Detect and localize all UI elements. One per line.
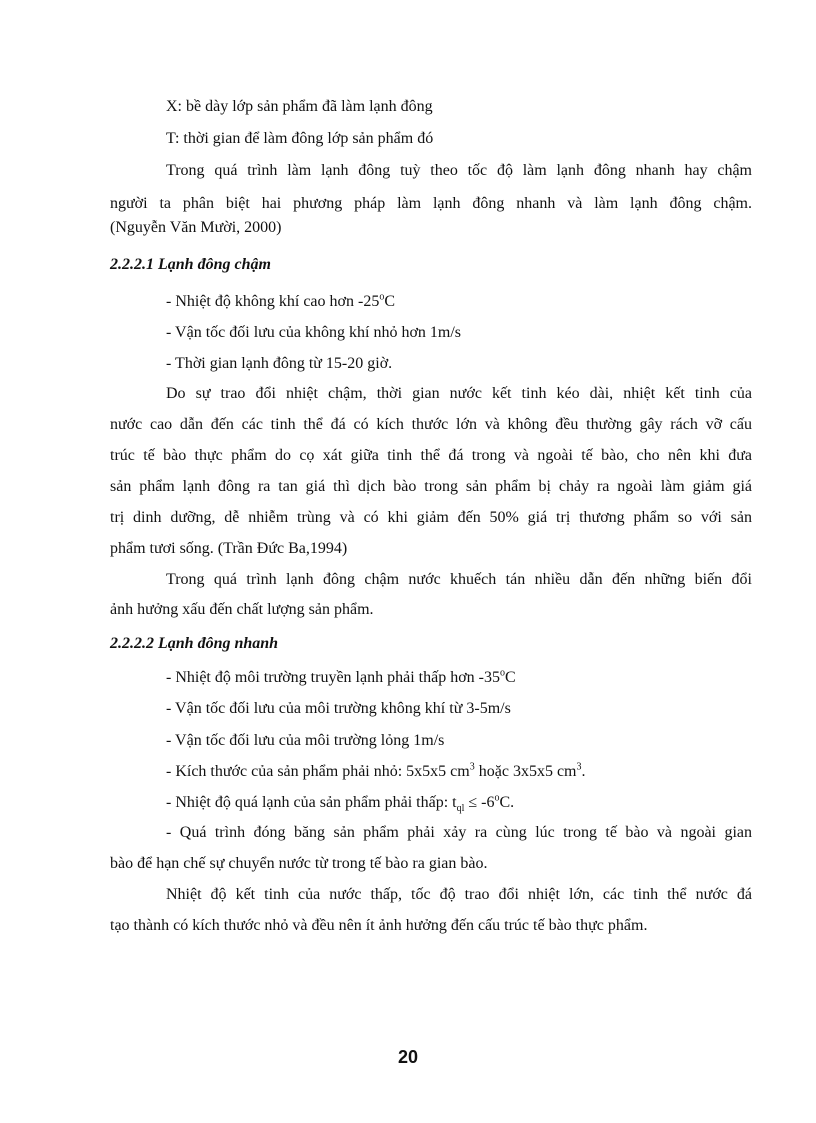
list-item: - Vận tốc đối lưu của môi trường lỏng 1m/s <box>166 732 445 749</box>
definition-x: X: bề dày lớp sản phẩm đã làm lạnh đông <box>166 98 433 115</box>
paragraph-line: Trong quá trình lạnh đông chậm nước khuếch tán nhiều dẫn đến những biến đổi <box>166 571 752 588</box>
paragraph-line: sản phẩm lạnh đông ra tan giá thì dịch bào trong sản phẩm bị chảy ra ngoài làm giảm giá <box>110 478 752 495</box>
paragraph-line: ảnh hưởng xấu đến chất lượng sản phẩm. <box>110 601 374 618</box>
list-item: - Nhiệt độ quá lạnh của sản phẩm phải thấp: $t_{ql} \le -6^oC$. <box>166 792 515 815</box>
list-item: - Vận tốc đối lưu của không khí nhỏ hơn 1m/s <box>166 324 462 341</box>
paragraph-line: (Nguyễn Văn Mười, 2000) <box>110 219 282 236</box>
paragraph-line: Nhiệt độ kết tinh của nước thấp, tốc độ trao đổi nhiệt lớn, các tinh thể nước đá <box>166 886 752 903</box>
list-item: - Nhiệt độ không khí cao hơn -25$^o$C <box>166 291 395 310</box>
paragraph-line: trị dinh dưỡng, dễ nhiễm trùng và có khi giảm đến 50% giá trị thương phẩm so với sản <box>110 509 752 526</box>
section-heading-fast-freezing: 2.2.2.2 Lạnh đông nhanh <box>110 635 279 652</box>
list-item: - Nhiệt độ môi trường truyền lạnh phải thấp hơn -35$^o$C <box>166 667 516 686</box>
paragraph-line: phẩm tươi sống. (Trần Đức Ba,1994) <box>110 540 348 557</box>
list-item: bào để hạn chế sự chuyển nước từ trong tế bào ra gian bào. <box>110 855 488 872</box>
list-item: - Vận tốc đối lưu của môi trường không khí từ 3-5m/s <box>166 700 511 717</box>
paragraph-line: nước cao dẫn đến các tinh thể đá có kích thước lớn và không đều thường gây rách vỡ cấu <box>110 416 752 433</box>
section-heading-slow-freezing: 2.2.2.1 Lạnh đông chậm <box>110 256 271 273</box>
page-number: 20 <box>397 1047 419 1067</box>
paragraph-line: Trong quá trình làm lạnh đông tuỳ theo tốc độ làm lạnh đông nhanh hay chậm <box>166 162 752 179</box>
list-item: - Thời gian lạnh đông từ 15-20 giờ. <box>166 355 393 372</box>
paragraph-line: người ta phân biệt hai phương pháp làm lạnh đông nhanh và làm lạnh đông chậm. <box>110 195 752 212</box>
list-item: - Kích thước của sản phẩm phải nhỏ: 5x5x5 $cm^3$ hoặc 3x5x5 $cm^3$. <box>166 761 586 780</box>
paragraph-line: Do sự trao đổi nhiệt chậm, thời gian nước kết tinh kéo dài, nhiệt kết tinh của <box>166 385 752 402</box>
list-item: - Quá trình đóng băng sản phẩm phải xảy ra cùng lúc trong tế bào và ngoài gian <box>166 824 752 841</box>
paragraph-line: tạo thành có kích thước nhỏ và đều nên ít ảnh hưởng đến cấu trúc tế bào thực phẩm. <box>110 917 648 934</box>
definition-t: T: thời gian để làm đông lớp sản phẩm đó <box>166 130 434 147</box>
paragraph-line: trúc tế bào thực phẩm do cọ xát giữa tinh thể đá trong và ngoài tế bào, cho nên khi đưa <box>110 447 752 464</box>
